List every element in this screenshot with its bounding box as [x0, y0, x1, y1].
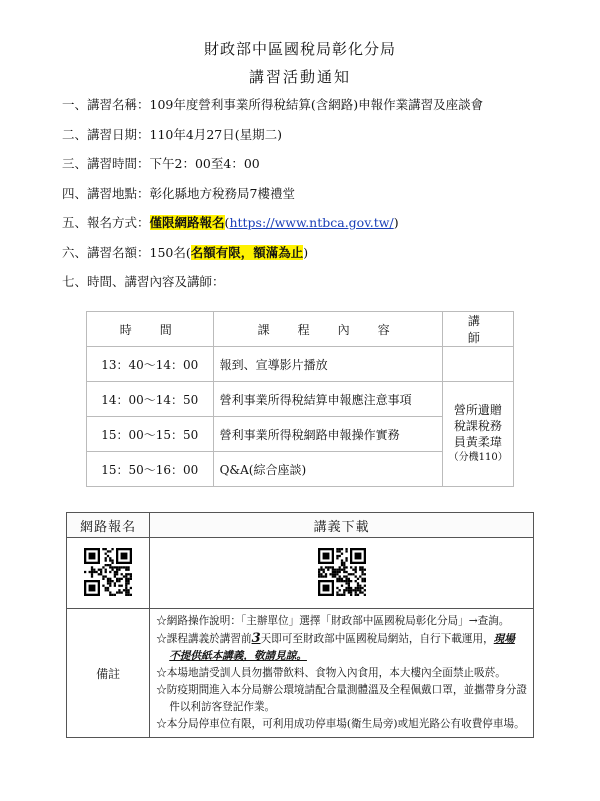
item-number: 五、	[62, 215, 88, 230]
qr-cell-registration	[67, 538, 150, 609]
header-online-registration: 網路報名	[67, 513, 150, 538]
highlight-online-only: 僅限網路報名	[149, 215, 225, 230]
lecturer-line: 營所遺贈	[453, 403, 502, 417]
note-item: ☆本分局停車位有限，可利用成功停車場(衛生局旁)或旭光路公有收費停車場。	[156, 718, 525, 730]
item-number: 一、	[62, 97, 88, 112]
info-list	[62, 96, 592, 303]
list-item	[62, 214, 592, 244]
paren-close: )	[393, 215, 399, 230]
item-label: 時間、講習內容及講師：	[87, 274, 225, 289]
item-number: 三、	[62, 156, 88, 171]
registration-table	[66, 512, 534, 738]
row-time: 15：50～16：00	[87, 452, 214, 487]
row-lecturer-empty	[442, 347, 513, 382]
note-item: ☆防疫期間進入本分局辦公環境請配合量測體溫及全程佩戴口罩，並攜帶身分證	[156, 684, 527, 696]
item-label: 講習時間：	[87, 156, 150, 171]
note-emphasis: 現場	[493, 633, 515, 645]
list-item	[62, 126, 592, 156]
list-item	[62, 96, 592, 126]
lecturer-cell	[442, 382, 513, 487]
list-item	[62, 185, 592, 215]
list-item	[62, 244, 592, 274]
note-item: ☆網路操作說明：「主辦單位」選擇「財政部中區國稅局彰化分局」→查詢。	[156, 615, 510, 627]
list-item	[62, 273, 592, 303]
item-number: 六、	[62, 244, 88, 260]
header-course: 課 程 內 容	[213, 312, 442, 347]
item-label: 講習地點：	[87, 185, 150, 201]
note-text: 天即可至財政部中區國稅局網站，自行下載運用，	[260, 633, 494, 645]
item-number: 四、	[62, 185, 88, 201]
note-emphasis: 不提供紙本講義，敬請見諒。	[169, 650, 307, 662]
item-label: 講習日期：	[87, 126, 150, 142]
notes-cell	[150, 609, 534, 738]
note-text: ☆課程講義於講習前	[156, 633, 252, 645]
header-time: 時 間	[87, 312, 214, 347]
row-time: 13：40～14：00	[87, 347, 214, 382]
registration-link[interactable]: https://www.ntbca.gov.tw/	[229, 215, 394, 230]
schedule-table	[86, 311, 514, 487]
note-days: 3	[251, 631, 261, 646]
table-row	[87, 347, 514, 382]
paren-open: (	[224, 215, 230, 230]
lecturer-extension: （分機110）	[448, 452, 508, 463]
item-number: 七、	[62, 274, 88, 289]
highlight-limited: 名額有限，額滿為止	[190, 244, 304, 260]
item-label: 講習名稱：	[87, 97, 150, 112]
row-course: 營利事業所得稅結算申報應注意事項	[213, 382, 442, 417]
note-item	[156, 648, 527, 665]
download-qr-code-icon[interactable]	[318, 548, 366, 596]
item-value: 110年4月27日(星期二)	[149, 126, 283, 142]
list-item	[62, 155, 592, 185]
lecturer-line: 稅課稅務	[453, 419, 502, 433]
row-course: 報到、宣導影片播放	[213, 347, 442, 382]
note-label: 備註	[67, 609, 150, 738]
notes-row	[67, 609, 534, 738]
item-label: 講習名額：	[87, 244, 150, 260]
registration-qr-code-icon[interactable]	[84, 548, 132, 596]
note-item	[156, 630, 527, 648]
row-time: 14：00～14：50	[87, 382, 214, 417]
lecturer-line: 員黃柔瑋	[453, 435, 502, 449]
registration-header-row	[67, 513, 534, 538]
table-row	[87, 382, 514, 417]
item-label: 報名方式：	[87, 215, 150, 230]
item-value: 彰化縣地方稅務局7樓禮堂	[149, 185, 295, 201]
item-number: 二、	[62, 126, 88, 142]
row-course: Q&A(綜合座談)	[213, 452, 442, 487]
document-title: 財政部中區國稅局彰化分局	[203, 40, 396, 58]
item-value: 109年度營利事業所得稅結算(含網路)申報作業講習及座談會	[149, 97, 484, 112]
header-lecturer: 講 師	[442, 312, 513, 347]
note-item: 件以利訪客登記作業。	[169, 701, 276, 713]
note-item: ☆本場地請受訓人員勿攜帶飲料、食物入內食用，本大樓內全面禁止吸菸。	[156, 667, 506, 679]
qr-cell-download	[150, 538, 534, 609]
document-subtitle: 講習活動通知	[248, 68, 351, 86]
table-header-row	[87, 312, 514, 347]
item-value: 150名(	[149, 244, 191, 260]
item-value: 下午2：00至4：00	[149, 156, 260, 171]
paren-close: )	[303, 244, 309, 260]
row-time: 15：00～15：50	[87, 417, 214, 452]
qr-row	[67, 538, 534, 609]
header-handout-download: 講義下載	[150, 513, 534, 538]
row-course: 營利事業所得稅網路申報操作實務	[213, 417, 442, 452]
